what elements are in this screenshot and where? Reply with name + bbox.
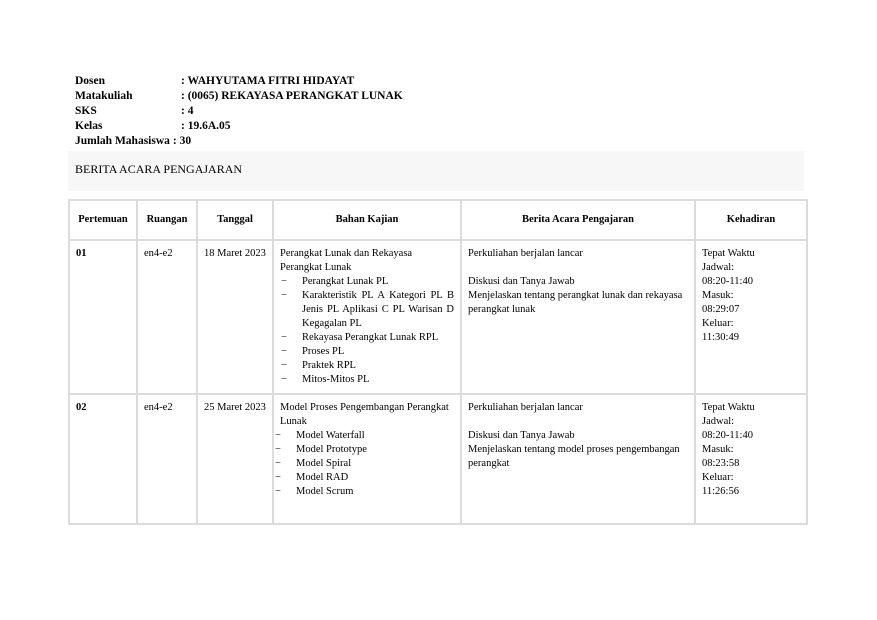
attendance-table [68, 199, 808, 525]
list-item: − Rekayasa Perangkat Lunak RPL [302, 331, 454, 345]
list-item: − Model Waterfall [296, 429, 454, 443]
berita-method: Diskusi dan Tanya Jawab [468, 276, 575, 287]
list-item: − Model Spiral [296, 457, 454, 471]
cell-bahan-kajian [273, 394, 461, 524]
jadwal-label: Jadwal: [702, 416, 735, 427]
dosen-value: : WAHYUTAMA FITRI HIDAYAT [181, 75, 355, 87]
keluar-value: 11:30:49 [702, 332, 739, 343]
masuk-label: Masuk: [702, 444, 734, 455]
cell-berita-acara [461, 394, 695, 524]
berita-desc: Menjelaskan tentang model proses pengembangan perangkat [468, 444, 680, 469]
bahan-title: Model Proses Pengembangan Perangkat Lunak [280, 402, 449, 427]
header-kehadiran: Kehadiran [695, 200, 807, 240]
matakuliah-label: Matakuliah [75, 90, 133, 102]
cell-bahan-kajian [273, 240, 461, 394]
cell-pertemuan: 02 [69, 394, 137, 524]
title-band [68, 151, 804, 191]
cell-ruangan: en4-e2 [137, 394, 197, 524]
list-item: − Proses PL [302, 345, 454, 359]
berita-status: Perkuliahan berjalan lancar [468, 402, 583, 413]
cell-kehadiran [695, 394, 807, 524]
sks-label: SKS [75, 105, 97, 117]
keluar-label: Keluar: [702, 318, 734, 329]
list-item: − Model Prototype [296, 443, 454, 457]
jumlah-mahasiswa-label: Jumlah Mahasiswa [75, 135, 170, 147]
cell-pertemuan: 01 [69, 240, 137, 394]
table-row [69, 394, 807, 524]
cell-tanggal: 25 Maret 2023 [197, 394, 273, 524]
kelas-label: Kelas [75, 120, 103, 132]
list-item: − Praktek RPL [302, 359, 454, 373]
cell-ruangan: en4-e2 [137, 240, 197, 394]
berita-desc: Menjelaskan tentang perangkat lunak dan rekayasa perangkat lunak [468, 290, 683, 315]
course-info [75, 74, 403, 149]
berita-status: Perkuliahan berjalan lancar [468, 248, 583, 259]
masuk-value: 08:29:07 [702, 304, 740, 315]
list-item: − Karakteristik PL A Kategori PL B Jenis PL Aplikasi C PL Warisan D Kegagalan PL [302, 289, 454, 331]
cell-berita-acara [461, 240, 695, 394]
kelas-row [75, 119, 403, 134]
header-berita-acara: Berita Acara Pengajaran [461, 200, 695, 240]
page-title: BERITA ACARA PENGAJARAN [75, 162, 243, 176]
jadwal-value: 08:20-11:40 [702, 430, 753, 441]
header-bahan-kajian: Bahan Kajian [273, 200, 461, 240]
keluar-label: Keluar: [702, 472, 734, 483]
header-ruangan: Ruangan [137, 200, 197, 240]
list-item: − Perangkat Lunak PL [302, 275, 454, 289]
matakuliah-value: : (0065) REKAYASA PERANGKAT LUNAK [181, 90, 403, 102]
berita-method: Diskusi dan Tanya Jawab [468, 430, 575, 441]
list-item: − Model Scrum [296, 485, 454, 499]
jadwal-label: Jadwal: [702, 262, 735, 273]
dosen-label: Dosen [75, 75, 106, 87]
cell-tanggal: 18 Maret 2023 [197, 240, 273, 394]
table-row [69, 240, 807, 394]
bahan-list [280, 275, 454, 387]
cell-kehadiran [695, 240, 807, 394]
bahan-title: Perangkat Lunak dan Rekayasa Perangkat Lunak [280, 248, 413, 273]
header-pertemuan: Pertemuan [69, 200, 137, 240]
sks-value: : 4 [181, 105, 194, 117]
jumlah-mahasiswa-row [75, 134, 403, 149]
sks-row [75, 104, 403, 119]
dosen-row [75, 74, 403, 89]
kelas-value: : 19.6A.05 [181, 120, 231, 132]
jumlah-mahasiswa-value: : 30 [172, 135, 192, 147]
keluar-value: 11:26:56 [702, 486, 739, 497]
bahan-list [280, 429, 454, 499]
list-item: − Mitos-Mitos PL [302, 373, 454, 387]
jadwal-value: 08:20-11:40 [702, 276, 753, 287]
kehadiran-status: Tepat Waktu [702, 402, 755, 413]
masuk-label: Masuk: [702, 290, 734, 301]
masuk-value: 08:23:58 [702, 458, 740, 469]
list-item: − Model RAD [296, 471, 454, 485]
header-tanggal: Tanggal [197, 200, 273, 240]
kehadiran-status: Tepat Waktu [702, 248, 755, 259]
matakuliah-row [75, 89, 403, 104]
table-header-row [69, 200, 807, 240]
